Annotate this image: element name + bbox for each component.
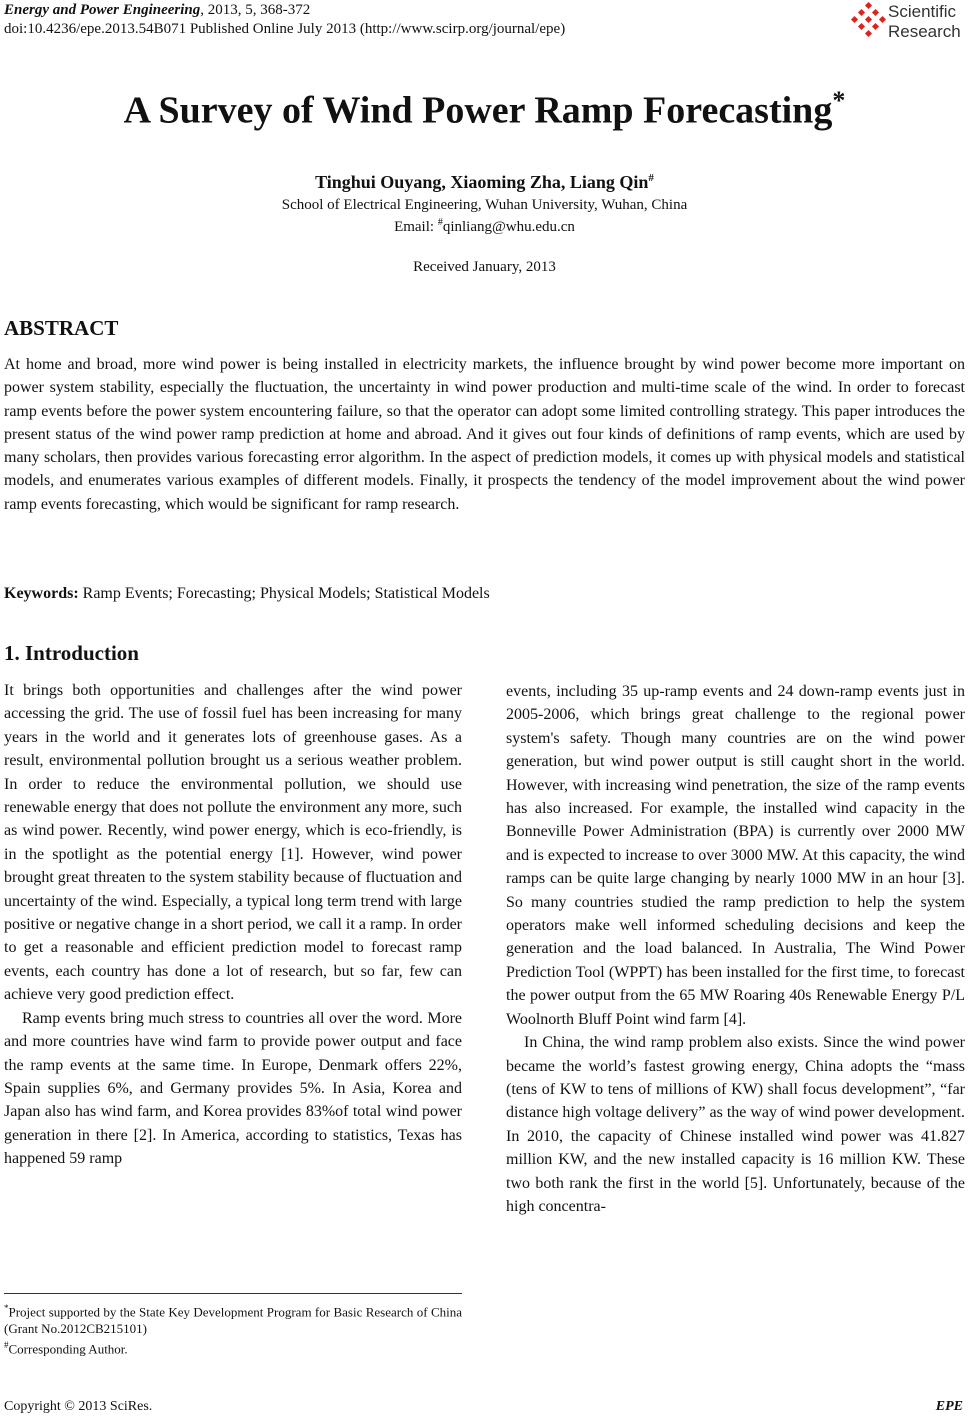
journal-name: Energy and Power Engineering (4, 2, 201, 18)
footnote-divider (4, 1293, 462, 1294)
intro-paragraph-1: It brings both opportunities and challenges after the wind power accessing the grid. The use of fossil fuel has been increasing for many years in the world and it generates lots of greenhouse gases. As a result, environmental pollution brought us a serious weather problem. In order to reduce the environmental pollution, we should use renewable energy that does not pollute the environment any more, such as wind power. Recently, wind power energy, which is eco-friendly, is in the spotlight as the potential energy [1]. However, wind power brought great threaten to the system stability because of fluctuation and uncertainty of the wind. Especially, a typical long term trend with large positive or negative change in a short period, we call it a ramp. In order to get a reasonable and efficient prediction model to forecast ramp events, each country has done a lot of research, but so far, few can achieve very good prediction effect. (4, 682, 462, 1004)
author-footnote-mark: # (648, 172, 654, 184)
scientific-research-logo (850, 0, 968, 44)
journal-volume: , 2013, 5, 368-372 (200, 2, 311, 18)
footnote-funding-text: Project supported by the State Key Development Program for Basic Research of China (Grant No.2012CB215101) (4, 1304, 462, 1337)
right-column (506, 680, 965, 1218)
footnotes (4, 1300, 462, 1358)
author-list (0, 172, 969, 193)
received-date: Received January, 2013 (413, 259, 556, 275)
intro-paragraph-3: events, including 35 up-ramp events and 24 down-ramp events just in 2005-2006, which brings great challenge to the regional power system's safety. Though many countries are on the wind power generation, but wind power output is still caught short in the world. However, with increasing wind penetration, the size of the ramp events has also increased. For example, the installed wind capacity in the Bonneville Power Administration (BPA) is currently over 2000 MW and is expected to increase to over 3000 MW. At this capacity, the wind ramps can be quite large changing by nearly 1000 MW in an hour [3]. So many countries studied the ramp prediction to help the system operators make well informed scheduling decisions and keep the generation and the load balanced. In Australia, The Wind Power Prediction Tool (WPPT) has been installed for the first time, to forecast the power output from the 65 MW Roaring 40s Renewable Energy P/L Woolnorth Bluff Point wind farm [4]. (506, 683, 965, 1028)
abstract-heading: ABSTRACT (4, 316, 119, 340)
copyright-line: Copyright © 2013 SciRes. (4, 1399, 153, 1414)
left-column (4, 679, 462, 1171)
keywords-line (4, 585, 490, 603)
footnote-corresponding-text: Corresponding Author. (8, 1341, 128, 1357)
title-text: A Survey of Wind Power Ramp Forecasting (123, 89, 833, 132)
abstract-text: At home and broad, more wind power is being installed in electricity markets, the influence brought by wind power become more important on power system stability, especially the fluctuation, the uncertainty in wind power production and multi-time scale of the wind. In order to forecast ramp events before the power system encountering failure, so that the operator can adopt some limited controlling strategy. This paper introduces the present status of the wind power ramp prediction at home and abroad. And it gives out four kinds of definitions of ramp events, which are used by many scholars, then provides various forecasting error algorithm. In the aspect of prediction models, it comes up with physical models and statistical models, and enumerates various examples of different models. Finally, it prospects the tendency of the model improvement about the wind power ramp events forecasting, which would be significant for ramp research. (4, 356, 965, 513)
footnote-funding (4, 1300, 462, 1337)
section-heading-introduction: 1. Introduction (4, 641, 139, 665)
paper-title (0, 86, 969, 133)
email-prefix: Email: (394, 219, 438, 235)
footnote-corresponding-mark: # (4, 1340, 9, 1351)
keywords-text: Ramp Events; Forecasting; Physical Models; Statistical Models (78, 585, 490, 602)
footnote-corresponding (4, 1337, 462, 1357)
email-mark: # (437, 217, 443, 228)
logo-mark-icon (850, 2, 886, 42)
footnote-funding-mark: * (4, 1303, 9, 1313)
email-address[interactable]: qinliang@whu.edu.cn (442, 219, 575, 235)
affiliation: School of Electrical Engineering, Wuhan University, Wuhan, China (281, 197, 688, 213)
email-line (0, 217, 969, 236)
intro-paragraph-2: Ramp events bring much stress to countries all over the word. More and more countries have wind farm to provide power output and face the ramp events at the same time. In Europe, Denmark offers 22%, Spain supplies 6%, and Germany provides 5%. In Asia, Korea and Japan also has wind farm, and Korea provides 83%of total wind power generation in there [2]. In America, according to statistics, Texas has happened 59 ramp (4, 1009, 462, 1168)
title-footnote-mark: * (832, 86, 846, 115)
logo-word-research: Research (888, 22, 961, 41)
doi-line: doi:10.4236/epe.2013.54B071 Published Online July 2013 (http://www.scirp.org/journal/epe) (4, 21, 566, 37)
keywords-label: Keywords: (4, 585, 79, 602)
intro-paragraph-4: In China, the wind ramp problem also exists. Since the wind power became the world’s fastest growing energy, China adopts the “mass (tens of KW to tens of millions of KW) shall focus development”, “far distance high voltage delivery” as the way of wind power development. In 2010, the capacity of Chinese installed wind power was 41.827 million KW, and the new installed capacity is 16 million KW. These two both rank the first in the world [5]. Unfortunately, because of the high concentra- (506, 1034, 965, 1215)
authors-text: Tinghui Ouyang, Xiaoming Zha, Liang Qin (315, 172, 649, 192)
logo-word-scientific: Scientific (888, 2, 957, 21)
journal-abbreviation: EPE (935, 1399, 963, 1414)
journal-citation (4, 2, 310, 19)
